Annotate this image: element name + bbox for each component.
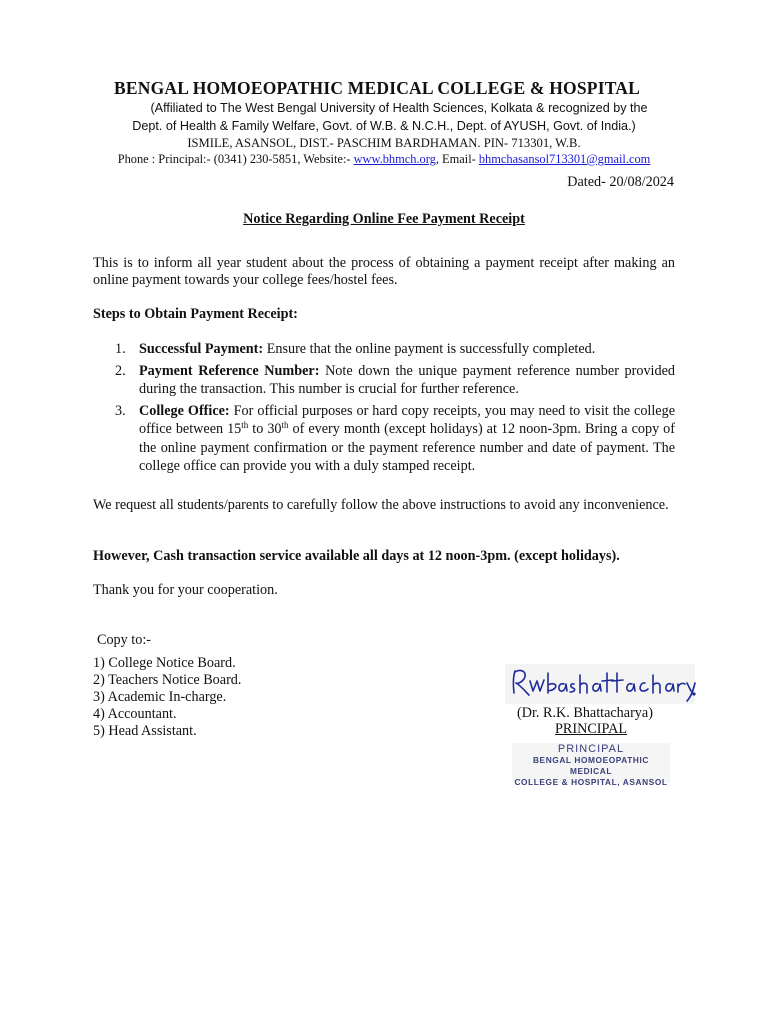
intro-paragraph: This is to inform all year student about the process of obtaining a payment receipt after making an online payment towards your college fees/hostel fees. — [93, 255, 675, 288]
step-item — [93, 402, 675, 476]
step-text: Ensure that the online payment is successfully completed. — [263, 341, 596, 357]
step-label: Successful Payment: — [139, 341, 264, 357]
college-address: ISMILE, ASANSOL, DIST.- PASCHIM BARDHAMAN. PIN- 713301, W.B. — [187, 136, 581, 150]
thanks-line: Thank you for your cooperation. — [93, 582, 278, 598]
ordinal-suffix: th — [281, 420, 289, 430]
step-item — [93, 340, 675, 359]
stamp-line-2: COLLEGE & HOSPITAL, ASANSOL — [514, 777, 668, 787]
steps-heading: Steps to Obtain Payment Receipt: — [93, 306, 298, 322]
step-label: College Office: — [139, 402, 230, 419]
signer-name: (Dr. R.K. Bhattacharya) — [517, 705, 653, 721]
step-text: of every month (except holidays) at 12 noon-3pm. Bring a copy of the online payment confirmation or the payment reference number and date of payment. The college office can provide you with a duly stamped receipt. — [139, 421, 675, 474]
phone-text: Phone : Principal:- (0341) 230-5851, Website:- — [117, 152, 354, 166]
copy-to-list — [93, 655, 241, 740]
notice-date: Dated- 20/08/2024 — [567, 174, 674, 190]
step-text: For official purposes or hard copy receipts, you may need to visit the college office between 15 — [139, 402, 675, 437]
copy-to-item: 2) Teachers Notice Board. — [93, 672, 242, 688]
signature-image — [508, 664, 698, 704]
step-text: to 30 — [248, 421, 282, 437]
affiliation-line-1: (Affiliated to The West Bengal University of Health Sciences, Kolkata & recognized by the — [150, 101, 648, 115]
step-item — [93, 362, 675, 399]
stamp-title: PRINCIPAL — [557, 743, 625, 755]
stamp-line-1: BENGAL HOMOEOPATHIC MEDICAL — [532, 755, 650, 776]
email-label: , Email- — [435, 152, 479, 166]
copy-to-item: 4) Accountant. — [93, 706, 177, 722]
step-number: 2. — [115, 362, 126, 379]
step-text: Note down the unique payment reference number provided during the transaction. This number is crucial for further reference. — [139, 362, 675, 397]
affiliation-line-2: Dept. of Health & Family Welfare, Govt. of W.B. & N.C.H., Dept. of AYUSH, Govt. of India.) — [132, 119, 636, 133]
steps-list — [93, 340, 675, 479]
cash-notice: However, Cash transaction service available all days at 12 noon-3pm. (except holidays). — [93, 548, 620, 564]
notice-title: Notice Regarding Online Fee Payment Receipt — [243, 211, 525, 227]
copy-to-label: Copy to:- — [97, 632, 151, 648]
step-label: Payment Reference Number: — [139, 362, 320, 379]
principal-stamp — [512, 743, 670, 787]
contact-line — [0, 151, 768, 168]
request-paragraph: We request all students/parents to carefully follow the above instructions to avoid any inconvenience. — [93, 497, 669, 513]
step-number: 1. — [115, 341, 126, 357]
email-link[interactable]: bhmchasansol713301@gmail.com — [478, 152, 651, 166]
website-link[interactable]: www.bhmch.org — [353, 152, 436, 166]
copy-to-item: 3) Academic In-charge. — [93, 689, 227, 705]
copy-to-item: 5) Head Assistant. — [93, 723, 197, 739]
signer-designation: PRINCIPAL — [555, 721, 628, 737]
step-number: 3. — [115, 402, 126, 419]
ordinal-suffix: th — [241, 420, 249, 430]
copy-to-item: 1) College Notice Board. — [93, 655, 236, 671]
college-name: BENGAL HOMOEOPATHIC MEDICAL COLLEGE & HOSPITAL — [113, 78, 640, 98]
letterhead — [0, 77, 768, 168]
